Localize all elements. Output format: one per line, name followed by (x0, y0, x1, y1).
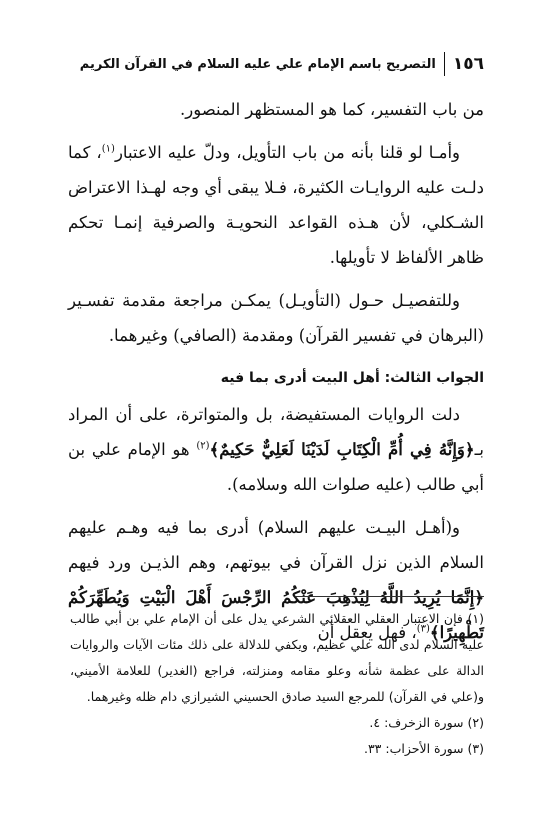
main-text (68, 92, 484, 650)
paragraph-3: وللتفصيـل حـول (التأويـل) يمكـن مراجعة مقدمة تفسـير (البرهان في تفسير القرآن) ومقدمة (الصافي) وغيرهما. (68, 291, 484, 345)
footnotes (70, 606, 484, 762)
paragraph-1: من باب التفسير، كما هو المستظهر المنصور. (179, 100, 484, 119)
footnote-3: (٣) سورة الأحزاب: ٣٣. (363, 741, 484, 756)
paragraph-4-text-a: دلت الروايات المستفيضة، بل والمتواترة، على أن المراد بـ (68, 405, 484, 459)
footnote-ref-1[interactable]: (١) (101, 143, 115, 155)
paragraph-5-text-a: و(أهـل البيـت عليهم السلام) أدرى بما فيه وهـم عليهم السلام الذين نزل القرآن في بيوتهم، وهم الذيـن ورد فيهم (68, 518, 484, 572)
page-number: ١٥٦ (444, 52, 484, 76)
paragraph-2-text-a: وأمـا لو قلنا بأنه من باب التأويل، ودلّ عليه الاعتبار (114, 143, 461, 162)
running-title: التصريح باسم الإمام علي عليه السلام في القرآن الكريم (79, 56, 436, 72)
section-heading: الجواب الثالث: أهل البيت أدرى بما فيه (220, 370, 484, 386)
paragraph-4 (68, 397, 484, 502)
footnote-ref-2[interactable]: (٢) (196, 440, 210, 452)
footnote-1: (١) فإن الاعتبار العقلي العقلائي الشرعي يدل على أن الإمام علي بن أبي طالب عليه السلام لدى الله علي عظيم، ويكفي للدلالة على ذلك مئات الآيات والروايات الدالة على عظمة شأنه وعلو مقامه ومنزلته، فراجع (الغدير) للعلامة الأميني، و(علي في القرآن) للمرجع السيد صادق الحسيني الشيرازي دام ظله وغيرهما. (70, 611, 484, 704)
footnote-ref-3[interactable]: (٣) (416, 623, 430, 635)
footnote-2: (٢) سورة الزخرف: ٤. (369, 715, 484, 730)
page-header (79, 50, 484, 78)
footnote-divider (296, 596, 484, 597)
quran-verse-ahzab: ﴿إِنَّمَا يُرِيدُ اللَّهُ لِيُذْهِبَ عَنْكُمُ الرِّجْسَ أَهْلَ الْبَيْتِ وَيُطَهِّرَكُمْ تَطْهِيرًا﴾ (68, 588, 484, 642)
paragraph-2-text-b: ، كما دلـت عليه الروايـات الكثيرة، فـلا يبقى أي وجه لهـذا الاعتراض الشـكلي، لأن هـذه القواعد النحويـة والصرفية إنمـا تحكم ظاهر الألفاظ لا تأويلها. (68, 143, 484, 267)
paragraph-2 (68, 135, 484, 275)
paragraph-5-text-b: ، فهل يعقل أن (317, 623, 417, 642)
quran-verse-zukhruf: ﴿وَإِنَّهُ فِي أُمِّ الْكِتَابِ لَدَيْنَا لَعَلِيٌّ حَكِيمٌ﴾ (209, 440, 475, 459)
paragraph-4-text-b: هو الإمام علي بن أبي طالب (عليه صلوات الله وسلامه). (68, 440, 484, 494)
